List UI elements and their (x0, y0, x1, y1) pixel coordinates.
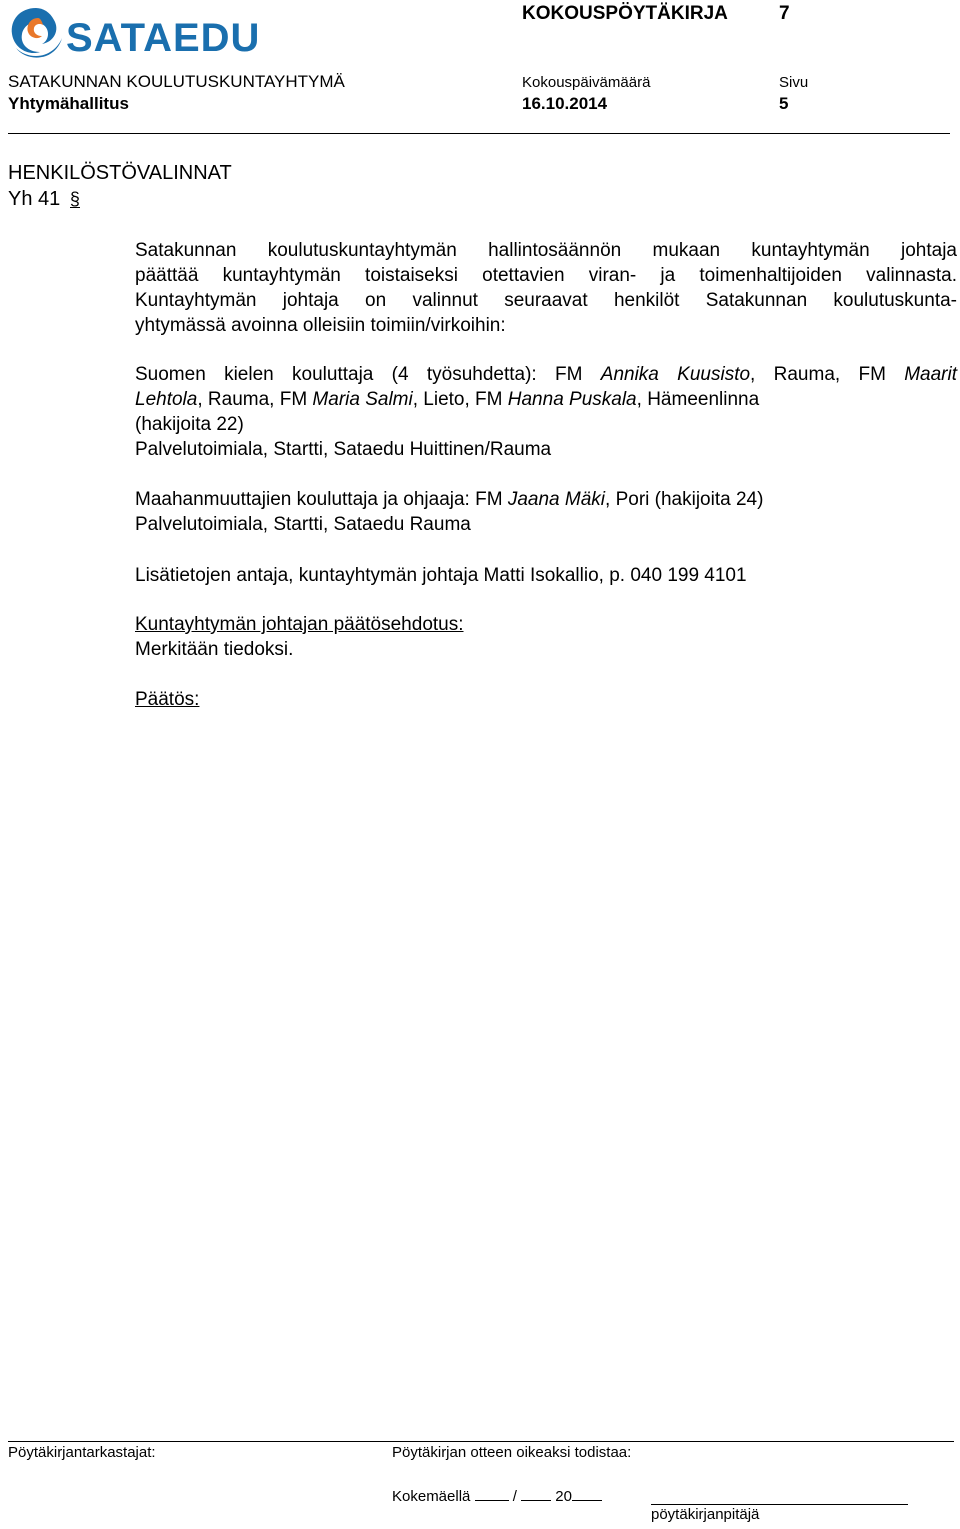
month-blank (521, 1486, 551, 1501)
selection-text: , Lieto, FM (412, 389, 508, 410)
decision-block (135, 687, 957, 712)
selected-person: Annika Kuusisto (600, 364, 751, 385)
selection-text: , Rauma, FM (750, 364, 905, 385)
sataedu-logo (8, 2, 261, 64)
contact-info (135, 563, 957, 588)
certified-copy-label: Pöytäkirjan otteen oikeaksi todistaa: (392, 1444, 632, 1461)
page-label: Sivu (779, 74, 809, 91)
meeting-date: 16.10.2014 (522, 94, 608, 113)
selection-text: , Pori (hakijoita 24) (605, 489, 764, 510)
selected-person: Lehtola (135, 389, 198, 410)
header-divider (8, 133, 950, 134)
document-number: 7 (779, 3, 790, 24)
section-ref-text: Yh 41 (8, 188, 61, 210)
document-type: KOKOUSPÖYTÄKIRJA (522, 3, 728, 24)
intro-line: Satakunnan koulutuskuntayhtymän hallintosäännön mukaan kuntayhtymän johtaja (135, 240, 957, 261)
place-name: Kokemäellä (392, 1488, 471, 1505)
footer-divider (8, 1441, 954, 1442)
selected-person: Maria Salmi (312, 389, 413, 410)
board-name: Yhtymähallitus (8, 94, 129, 113)
selection-text: , Rauma, FM (197, 389, 313, 410)
selection-immigrant-trainer (135, 487, 957, 537)
organization-name: SATAKUNNAN KOULUTUSKUNTAYHTYMÄ (8, 72, 345, 91)
year-prefix: 20 (555, 1488, 572, 1505)
sataedu-swirl-icon (8, 4, 64, 62)
applicant-count: (hakijoita 22) (135, 414, 244, 435)
intro-paragraph (135, 238, 957, 338)
minutes-checkers-label: Pöytäkirjantarkastajat: (8, 1444, 156, 1461)
selection-text: , Hämeenlinna (636, 389, 760, 410)
selected-person: Maarit (904, 364, 958, 385)
section-title: HENKILÖSTÖVALINNAT (8, 162, 232, 184)
selection-finnish-trainers (135, 362, 957, 462)
selected-person: Jaana Mäki (507, 489, 606, 510)
selection-line (135, 487, 957, 512)
meeting-date-label: Kokouspäivämäärä (522, 74, 651, 91)
signature-line (651, 1504, 908, 1505)
proposal-label: Kuntayhtymän johtajan päätösehdotus: (135, 614, 464, 635)
contact-text: Lisätietojen antaja, kuntayhtymän johtaja Matti Isokallio, p. 040 199 4101 (135, 565, 747, 586)
intro-line: Kuntayhtymän johtaja on valinnut seuraavat henkilöt Satakunnan koulutuskunta- (135, 290, 957, 311)
signer-title: pöytäkirjanpitäjä (651, 1506, 760, 1523)
unit-name: Palvelutoimiala, Startti, Sataedu Rauma (135, 514, 471, 535)
section-symbol: § (69, 189, 80, 209)
decision-label: Päätös: (135, 689, 200, 710)
day-blank (475, 1486, 509, 1501)
place-date-line (392, 1486, 602, 1505)
logo-text: SATAEDU (66, 16, 261, 60)
proposal-block (135, 612, 957, 662)
selection-text: Suomen kielen kouluttaja (4 työsuhdetta): FM (135, 364, 601, 385)
selected-person: Hanna Puskala (507, 389, 637, 410)
page-number: 5 (779, 94, 789, 113)
unit-name: Palvelutoimiala, Startti, Sataedu Huittinen/Rauma (135, 439, 552, 460)
selection-line (135, 387, 957, 412)
section-reference (8, 188, 80, 211)
selection-text: Maahanmuuttajien kouluttaja ja ohjaaja: FM (135, 489, 508, 510)
proposal-text: Merkitään tiedoksi. (135, 639, 294, 660)
year-blank (572, 1486, 602, 1501)
intro-line: yhtymässä avoinna olleisiin toimiin/virkoihin: (135, 315, 506, 336)
selection-line (135, 362, 957, 387)
intro-line: päättää kuntayhtymän toistaiseksi otettavien viran- ja toimenhaltijoiden valinnasta. (135, 265, 957, 286)
date-separator: / (512, 1488, 517, 1505)
